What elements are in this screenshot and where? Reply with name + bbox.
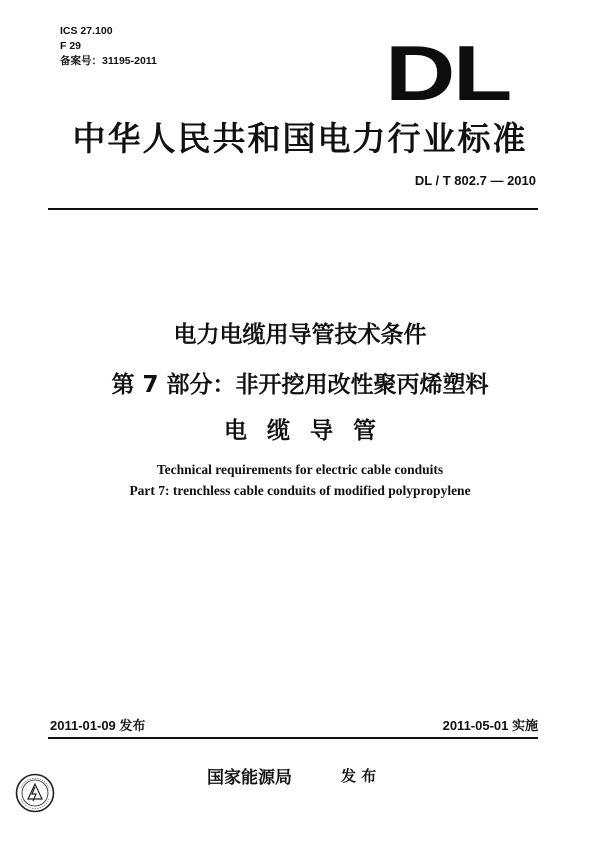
classification-code: F 29: [60, 40, 82, 52]
standard-number: DL / T 802.7 — 2010: [414, 173, 536, 188]
chinese-title-line-3: 电缆导管: [224, 418, 396, 444]
top-divider: [48, 208, 538, 210]
chinese-title-line-1: 电力电缆用导管技术条件: [173, 322, 427, 348]
publish-label: 发 布: [341, 767, 377, 785]
classification-block: [60, 24, 157, 69]
dl-logo: DL: [385, 29, 510, 117]
publisher-name: 国家能源局: [207, 768, 292, 788]
ics-code: ICS 27.100: [60, 25, 113, 37]
publisher-seal-icon: [15, 773, 55, 813]
implementation-date: 2011-05-01 实施: [442, 718, 538, 733]
bottom-divider: [48, 737, 538, 739]
issue-date: 2011-01-09 发布: [50, 718, 146, 733]
english-title-line-1: Technical requirements for electric cable conduits: [156, 462, 444, 477]
issuing-authority-heading: 中华人民共和国电力行业标准: [72, 119, 528, 158]
english-title-line-2: Part 7: trenchless cable conduits of modified polypropylene: [129, 483, 471, 498]
record-number: 备案号：31195-2011: [60, 55, 157, 67]
chinese-title-line-2: 第 7 部分：非开挖用改性聚丙烯塑料: [111, 372, 489, 398]
